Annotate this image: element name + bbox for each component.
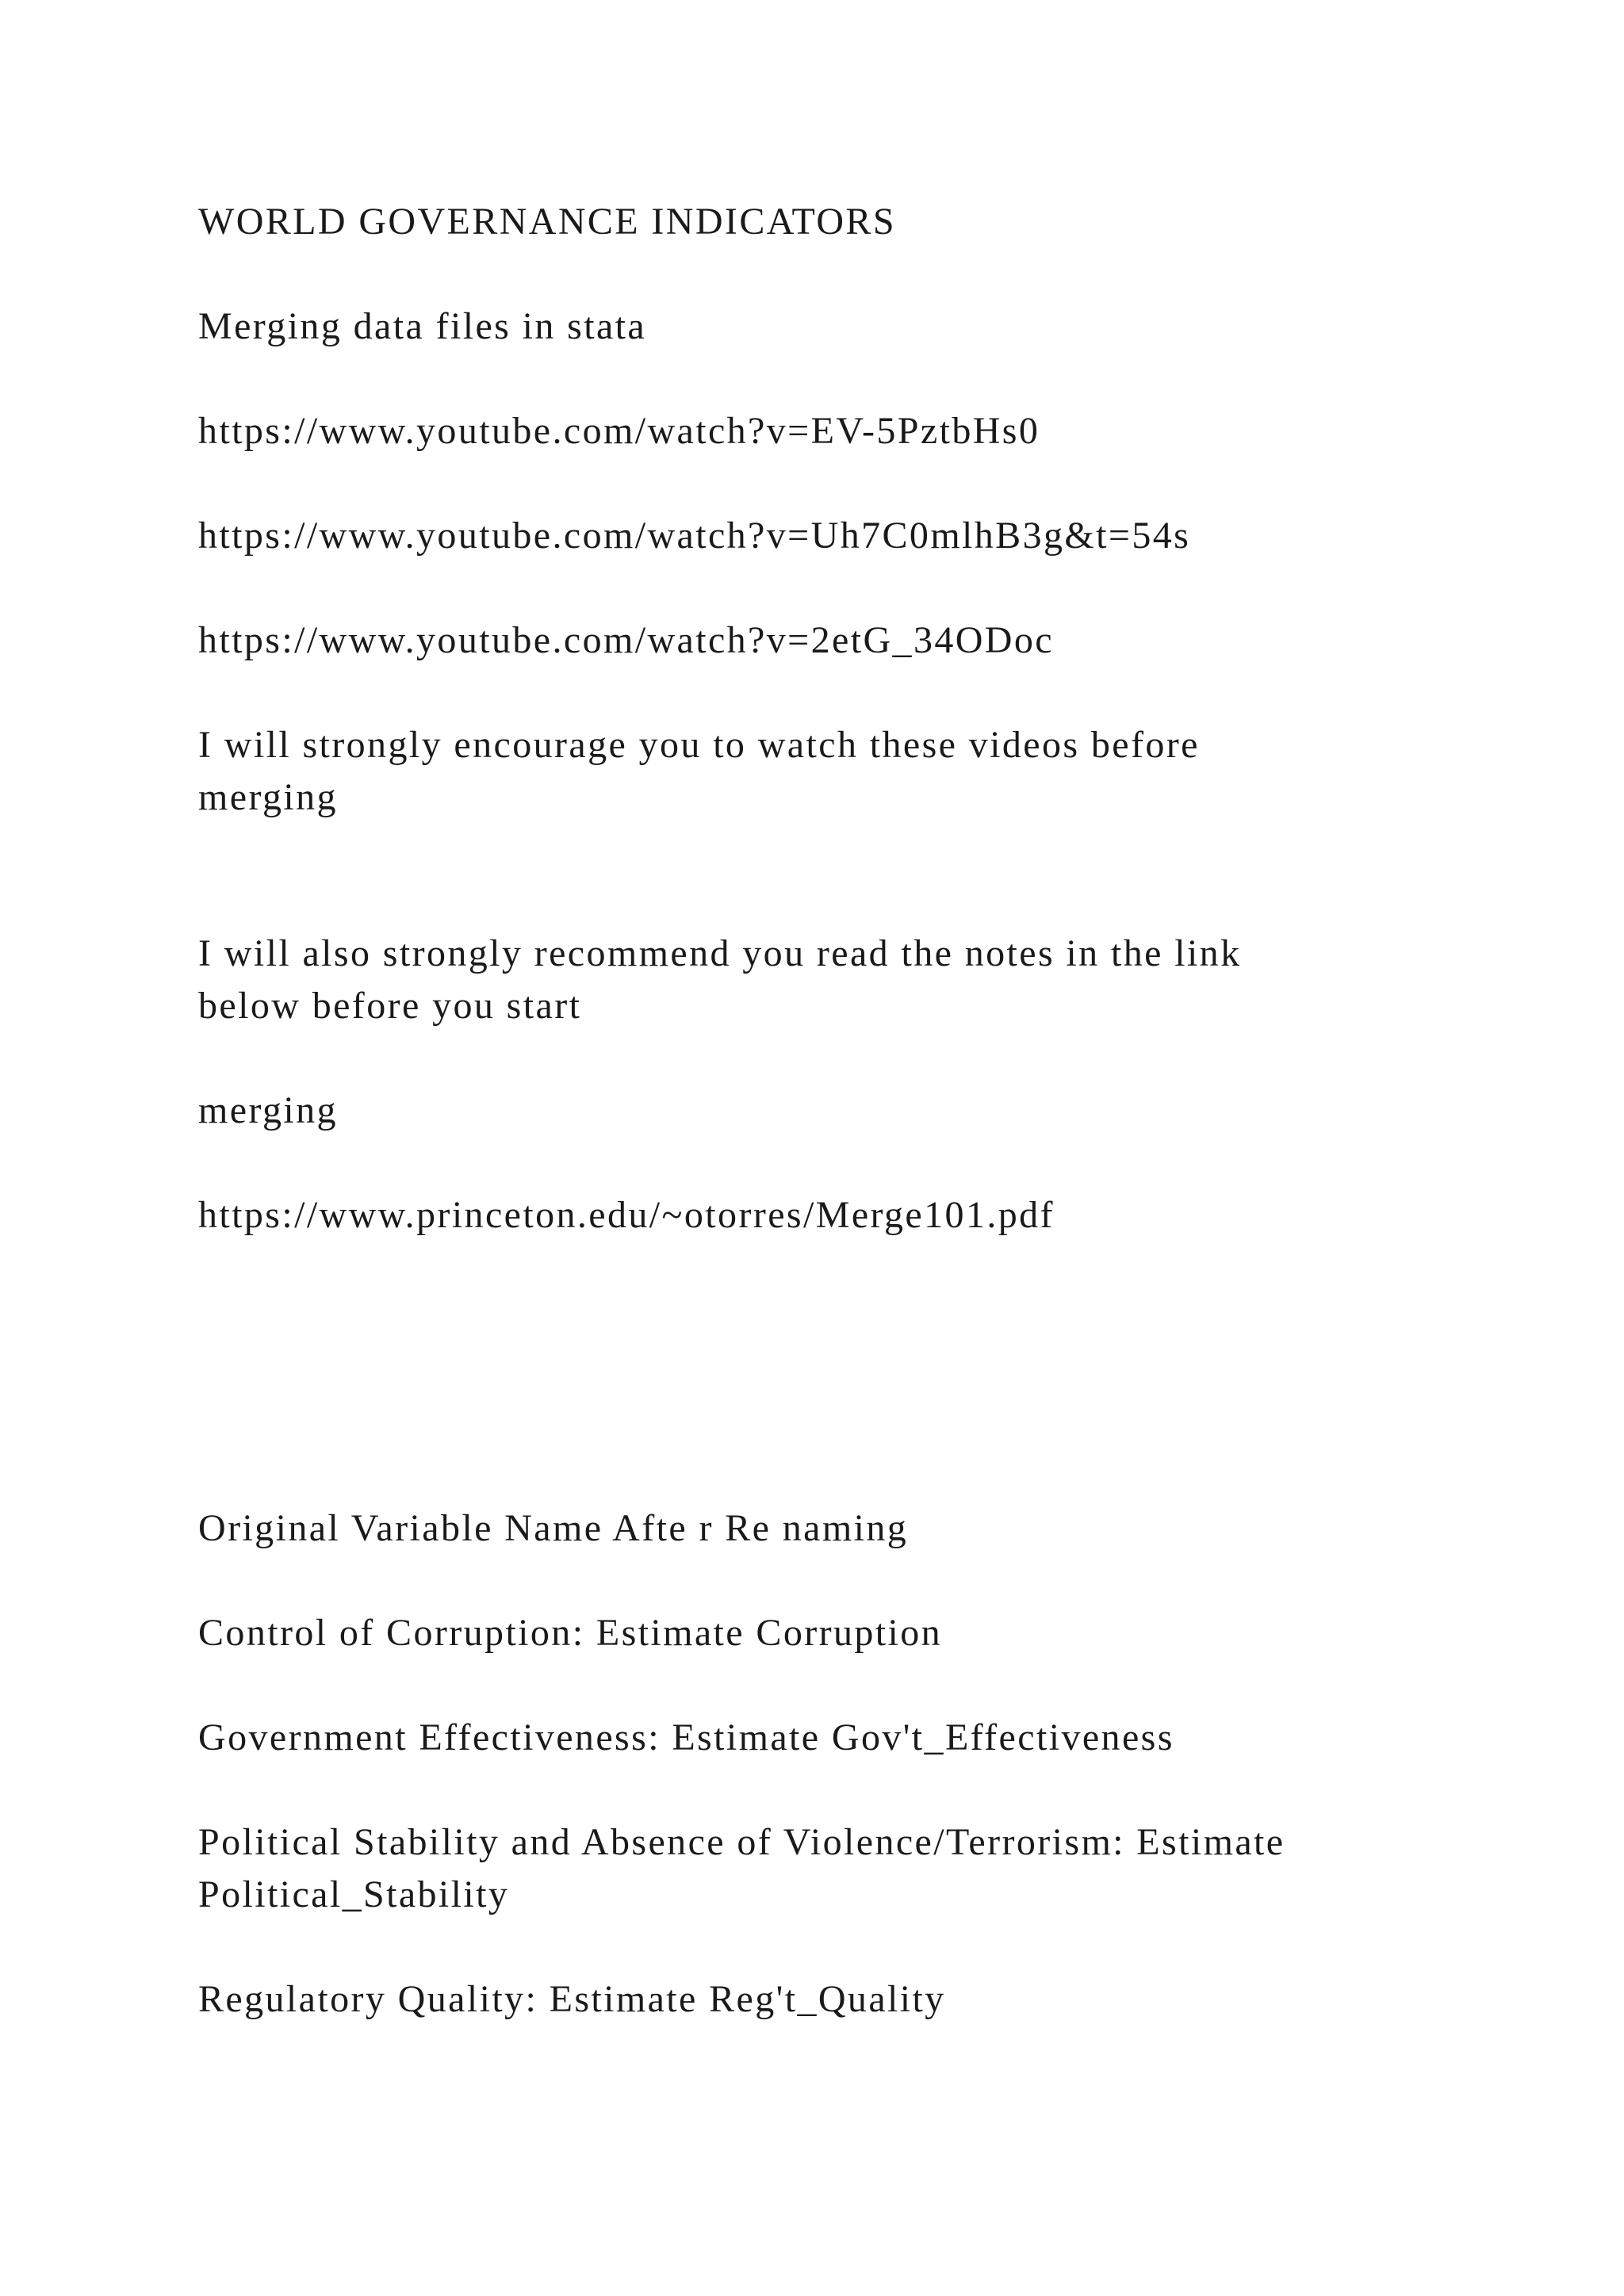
variable-table-header: Original Variable Name Afte r Re naming (198, 1507, 909, 1549)
variable-row-effectiveness: Government Effectiveness: Estimate Gov't_Effectiveness (198, 1716, 1174, 1758)
recommend-line-1: I will also strongly recommend you read the notes in the link (198, 932, 1242, 974)
recommend-line-2: below before you start (198, 985, 582, 1027)
encourage-line-1: I will strongly encourage you to watch these videos before (198, 724, 1200, 766)
encourage-paragraph (198, 719, 1499, 824)
political-stability-line-2: Political_Stability (198, 1873, 510, 1915)
document-subtitle: Merging data files in stata (198, 305, 647, 347)
encourage-line-2: merging (198, 776, 338, 818)
video-link-1-text[interactable]: https://www.youtube.com/watch?v=EV-5PztbHs0 (198, 410, 1040, 452)
variable-row-corruption: Control of Corruption: Estimate Corruption (198, 1612, 943, 1654)
video-link-2[interactable] (198, 510, 1499, 562)
video-link-1[interactable] (198, 405, 1499, 457)
political-stability-line-1: Political Stability and Absence of Violence/Terrorism: Estimate (198, 1821, 1285, 1863)
merging-word: merging (198, 1089, 338, 1131)
video-link-3[interactable] (198, 614, 1499, 667)
variable-row-political-stability (198, 1816, 1499, 1921)
recommend-paragraph (198, 928, 1499, 1032)
pdf-link[interactable] (198, 1189, 1499, 1242)
variable-row-regulatory-quality: Regulatory Quality: Estimate Reg't_Quality (198, 1978, 946, 2020)
video-link-3-text[interactable]: https://www.youtube.com/watch?v=2etG_34ODoc (198, 619, 1054, 661)
document-title: WORLD GOVERNANCE INDICATORS (198, 201, 896, 243)
pdf-link-text[interactable]: https://www.princeton.edu/~otorres/Merge101.pdf (198, 1194, 1055, 1236)
video-link-2-text[interactable]: https://www.youtube.com/watch?v=Uh7C0mlhB3g&t=54s (198, 515, 1191, 557)
